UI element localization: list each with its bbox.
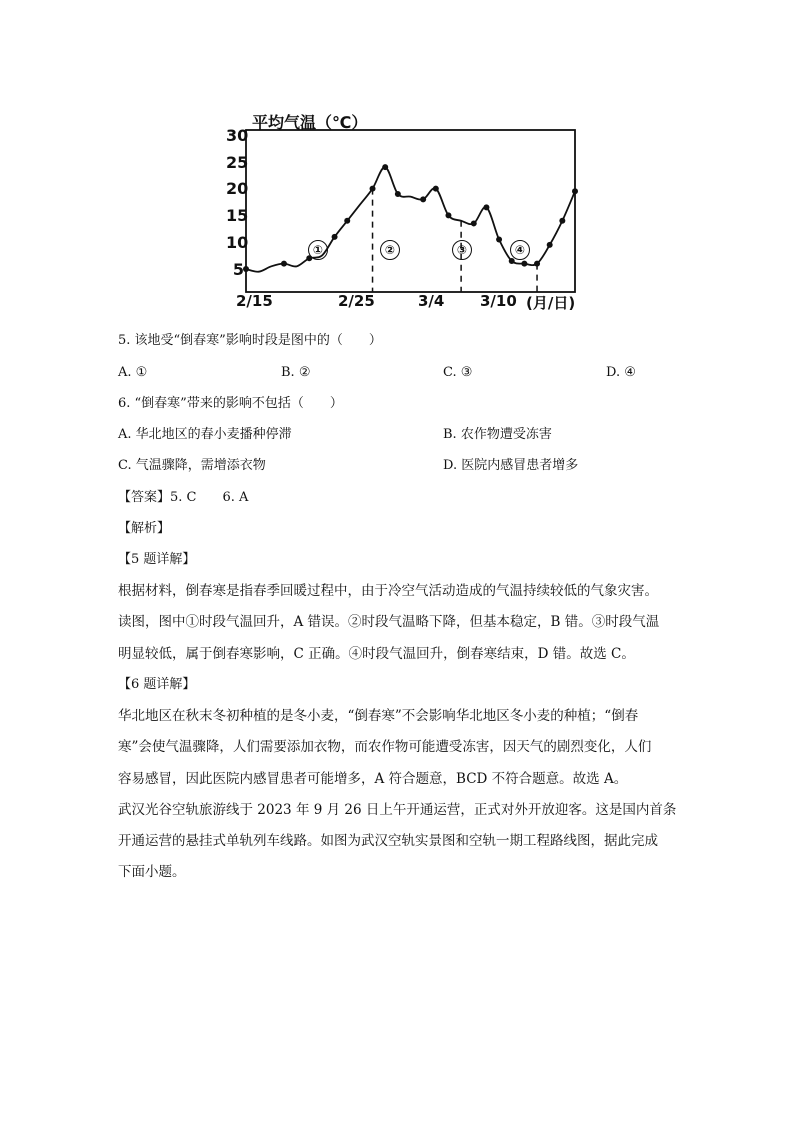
answer-line: 【答案】5. C 6. A	[118, 490, 249, 505]
data-point	[471, 220, 477, 226]
data-point	[433, 186, 439, 192]
q6-stem: 6. “倒春寒”带来的影响不包括（ ）	[118, 396, 343, 411]
q5-detail-line-1: 根据材料，倒春寒是指春季回暖过程中，由于冷空气活动造成的气温持续较低的气象灾害。	[118, 583, 658, 599]
q6-detail-line-3: 容易感冒，因此医院内感冒患者可能增多，A 符合题意，BCD 不符合题意。故选 A。	[118, 771, 628, 787]
data-point	[332, 234, 338, 240]
q6-option-a: A. 华北地区的春小麦播种停滞	[118, 427, 292, 442]
intro-line-3: 下面小题。	[118, 864, 186, 880]
q6-detail-line-1: 华北地区在秋末冬初种植的是冬小麦，“倒春寒”不会影响华北地区冬小麦的种植；“倒春	[118, 708, 639, 724]
q5-option-b: B. ②	[281, 365, 311, 380]
chart-title: 平均气温（℃）	[252, 113, 368, 132]
intro-line-2: 开通运营的悬挂式单轨列车线路。如图为武汉空轨实景图和空轨一期工程路线图，据此完成	[118, 833, 658, 849]
q5-detail-heading: 【5 题详解】	[118, 552, 196, 567]
plot-frame	[246, 130, 575, 292]
data-point	[370, 186, 376, 192]
segment-label-4: ④	[510, 240, 530, 260]
q5-option-c: C. ③	[443, 365, 473, 380]
segment-label-1: ①	[308, 240, 328, 260]
y-tick-10: 10	[226, 233, 249, 252]
q5-option-d: D. ④	[606, 365, 636, 380]
data-point	[534, 261, 540, 267]
x-axis-label: (月/日)	[526, 294, 576, 312]
q5-detail-line-2: 读图，图中①时段气温回升，A 错误。②时段气温略下降，但基本稳定，B 错。③时段气温	[118, 614, 660, 630]
data-point	[445, 212, 451, 218]
data-point	[420, 196, 426, 202]
data-point	[483, 204, 489, 210]
q6-option-c: C. 气温骤降，需增添衣物	[118, 458, 266, 473]
q6-detail-line-2: 寒”会使气温骤降，人们需要添加衣物，而农作物可能遭受冻害，因天气的剧烈变化，人们	[118, 739, 652, 755]
data-point	[572, 188, 578, 194]
q6-option-d: D. 医院内感冒患者增多	[443, 458, 579, 473]
analysis-heading: 【解析】	[118, 521, 171, 536]
data-point	[496, 237, 502, 243]
data-point	[344, 218, 350, 224]
x-tick-2-25: 2/25	[338, 292, 375, 310]
chart-plot	[226, 106, 606, 316]
data-point	[547, 242, 553, 248]
y-tick-30: 30	[226, 126, 249, 145]
q5-option-a: A. ①	[118, 365, 148, 380]
y-tick-20: 20	[226, 179, 249, 198]
x-tick-3-10: 3/10	[480, 292, 517, 310]
q6-detail-heading: 【6 题详解】	[118, 677, 196, 692]
x-tick-3-4: 3/4	[418, 292, 445, 310]
data-point	[509, 258, 515, 264]
data-point	[395, 191, 401, 197]
data-point	[382, 164, 388, 170]
y-tick-25: 25	[226, 153, 249, 172]
segment-label-3: ③	[452, 240, 472, 260]
q5-detail-line-3: 明显较低，属于倒春寒影响，C 正确。④时段气温回升，倒春寒结束，D 错。故选 C。	[118, 646, 635, 662]
y-tick-5: 5	[232, 260, 244, 279]
q5-stem: 5. 该地受“倒春寒”影响时段是图中的（ ）	[118, 333, 382, 348]
data-point	[559, 218, 565, 224]
data-point	[521, 261, 527, 267]
data-point	[281, 261, 287, 267]
x-tick-2-15: 2/15	[236, 292, 273, 310]
q6-option-b: B. 农作物遭受冻害	[443, 427, 552, 442]
temperature-chart	[226, 106, 606, 316]
segment-label-2: ②	[380, 240, 400, 260]
y-tick-15: 15	[226, 206, 249, 225]
intro-line-1: 武汉光谷空轨旅游线于 2023 年 9 月 26 日上午开通运营，正式对外开放迎客。这是国内首条	[118, 802, 677, 818]
